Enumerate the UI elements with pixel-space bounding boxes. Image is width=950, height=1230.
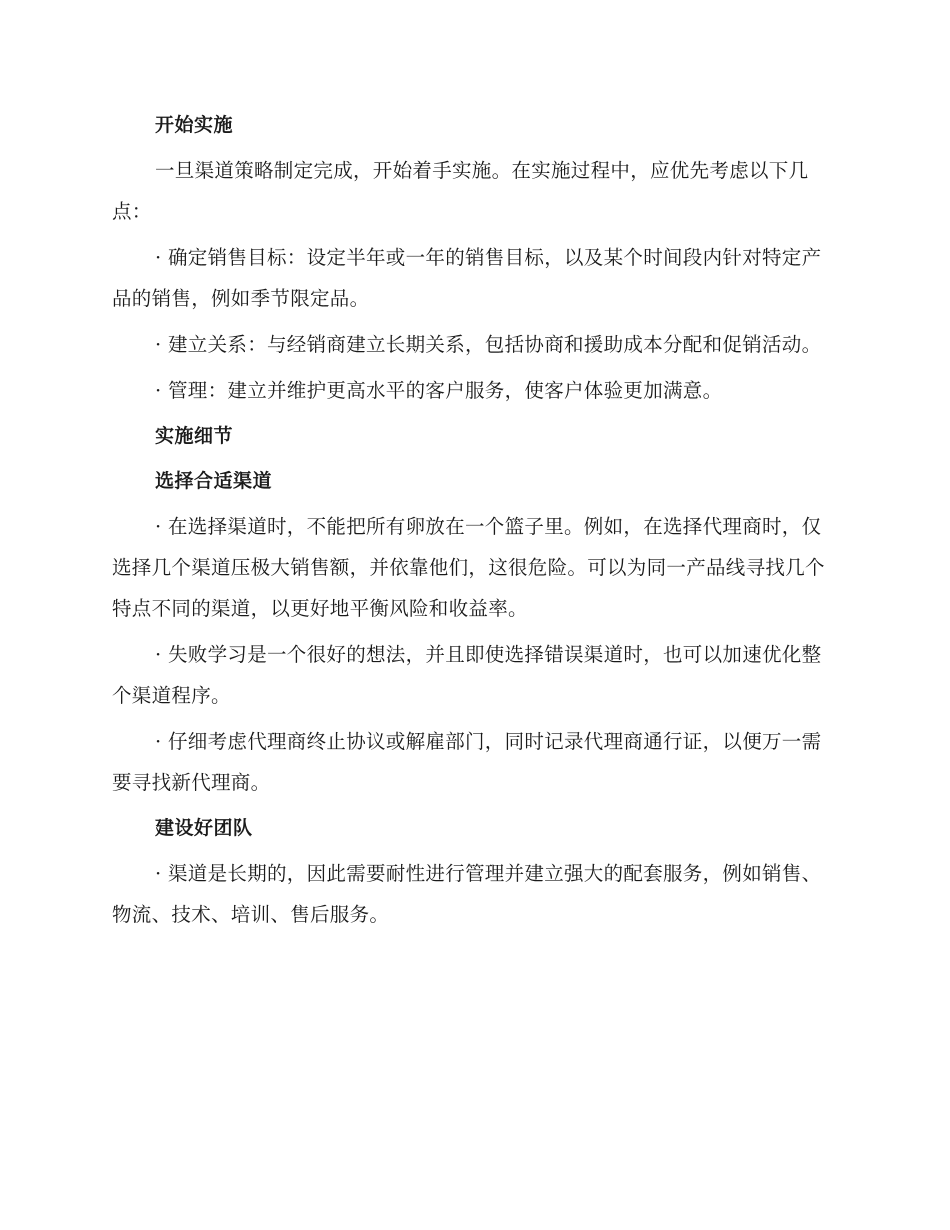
bullet-diversify-channels: · 在选择渠道时，不能把所有卵放在一个篮子里。例如，在选择代理商时，仅选择几个渠道压极大销售额，并依靠他们，这很危险。可以为同一产品线寻找几个特点不同的渠道，以更好地平衡风险和收益率。 (112, 515, 825, 620)
section-heading-start-implementation: 开始实施 (155, 114, 234, 136)
section-heading-build-team: 建设好团队 (155, 817, 253, 839)
bullet-sales-target: · 确定销售目标：设定半年或一年的销售目标，以及某个时间段内针对特定产品的销售，例如季节限定品。 (112, 246, 822, 310)
bullet-build-relationship: · 建立关系：与经销商建立长期关系，包括协商和援助成本分配和促销活动。 (155, 333, 822, 356)
section-heading-choose-channel: 选择合适渠道 (155, 470, 273, 492)
bullet-management: · 管理：建立并维护更高水平的客户服务，使客户体验更加满意。 (155, 379, 723, 402)
bullet-learn-from-failure: · 失败学习是一个很好的想法，并且即使选择错误渠道时，也可以加速优化整个渠道程序。 (112, 643, 822, 707)
bullet-long-term-channel: · 渠道是长期的，因此需要耐性进行管理并建立强大的配套服务，例如销售、物流、技术、培训、售后服务。 (112, 862, 822, 926)
paragraph-intro: 一旦渠道策略制定完成，开始着手实施。在实施过程中，应优先考虑以下几点： (112, 159, 809, 223)
bullet-agent-termination: · 仔细考虑代理商终止协议或解雇部门，同时记录代理商通行证，以便万一需要寻找新代理商。 (112, 730, 822, 794)
document-body (112, 105, 828, 940)
section-heading-implementation-details: 实施细节 (155, 425, 234, 447)
